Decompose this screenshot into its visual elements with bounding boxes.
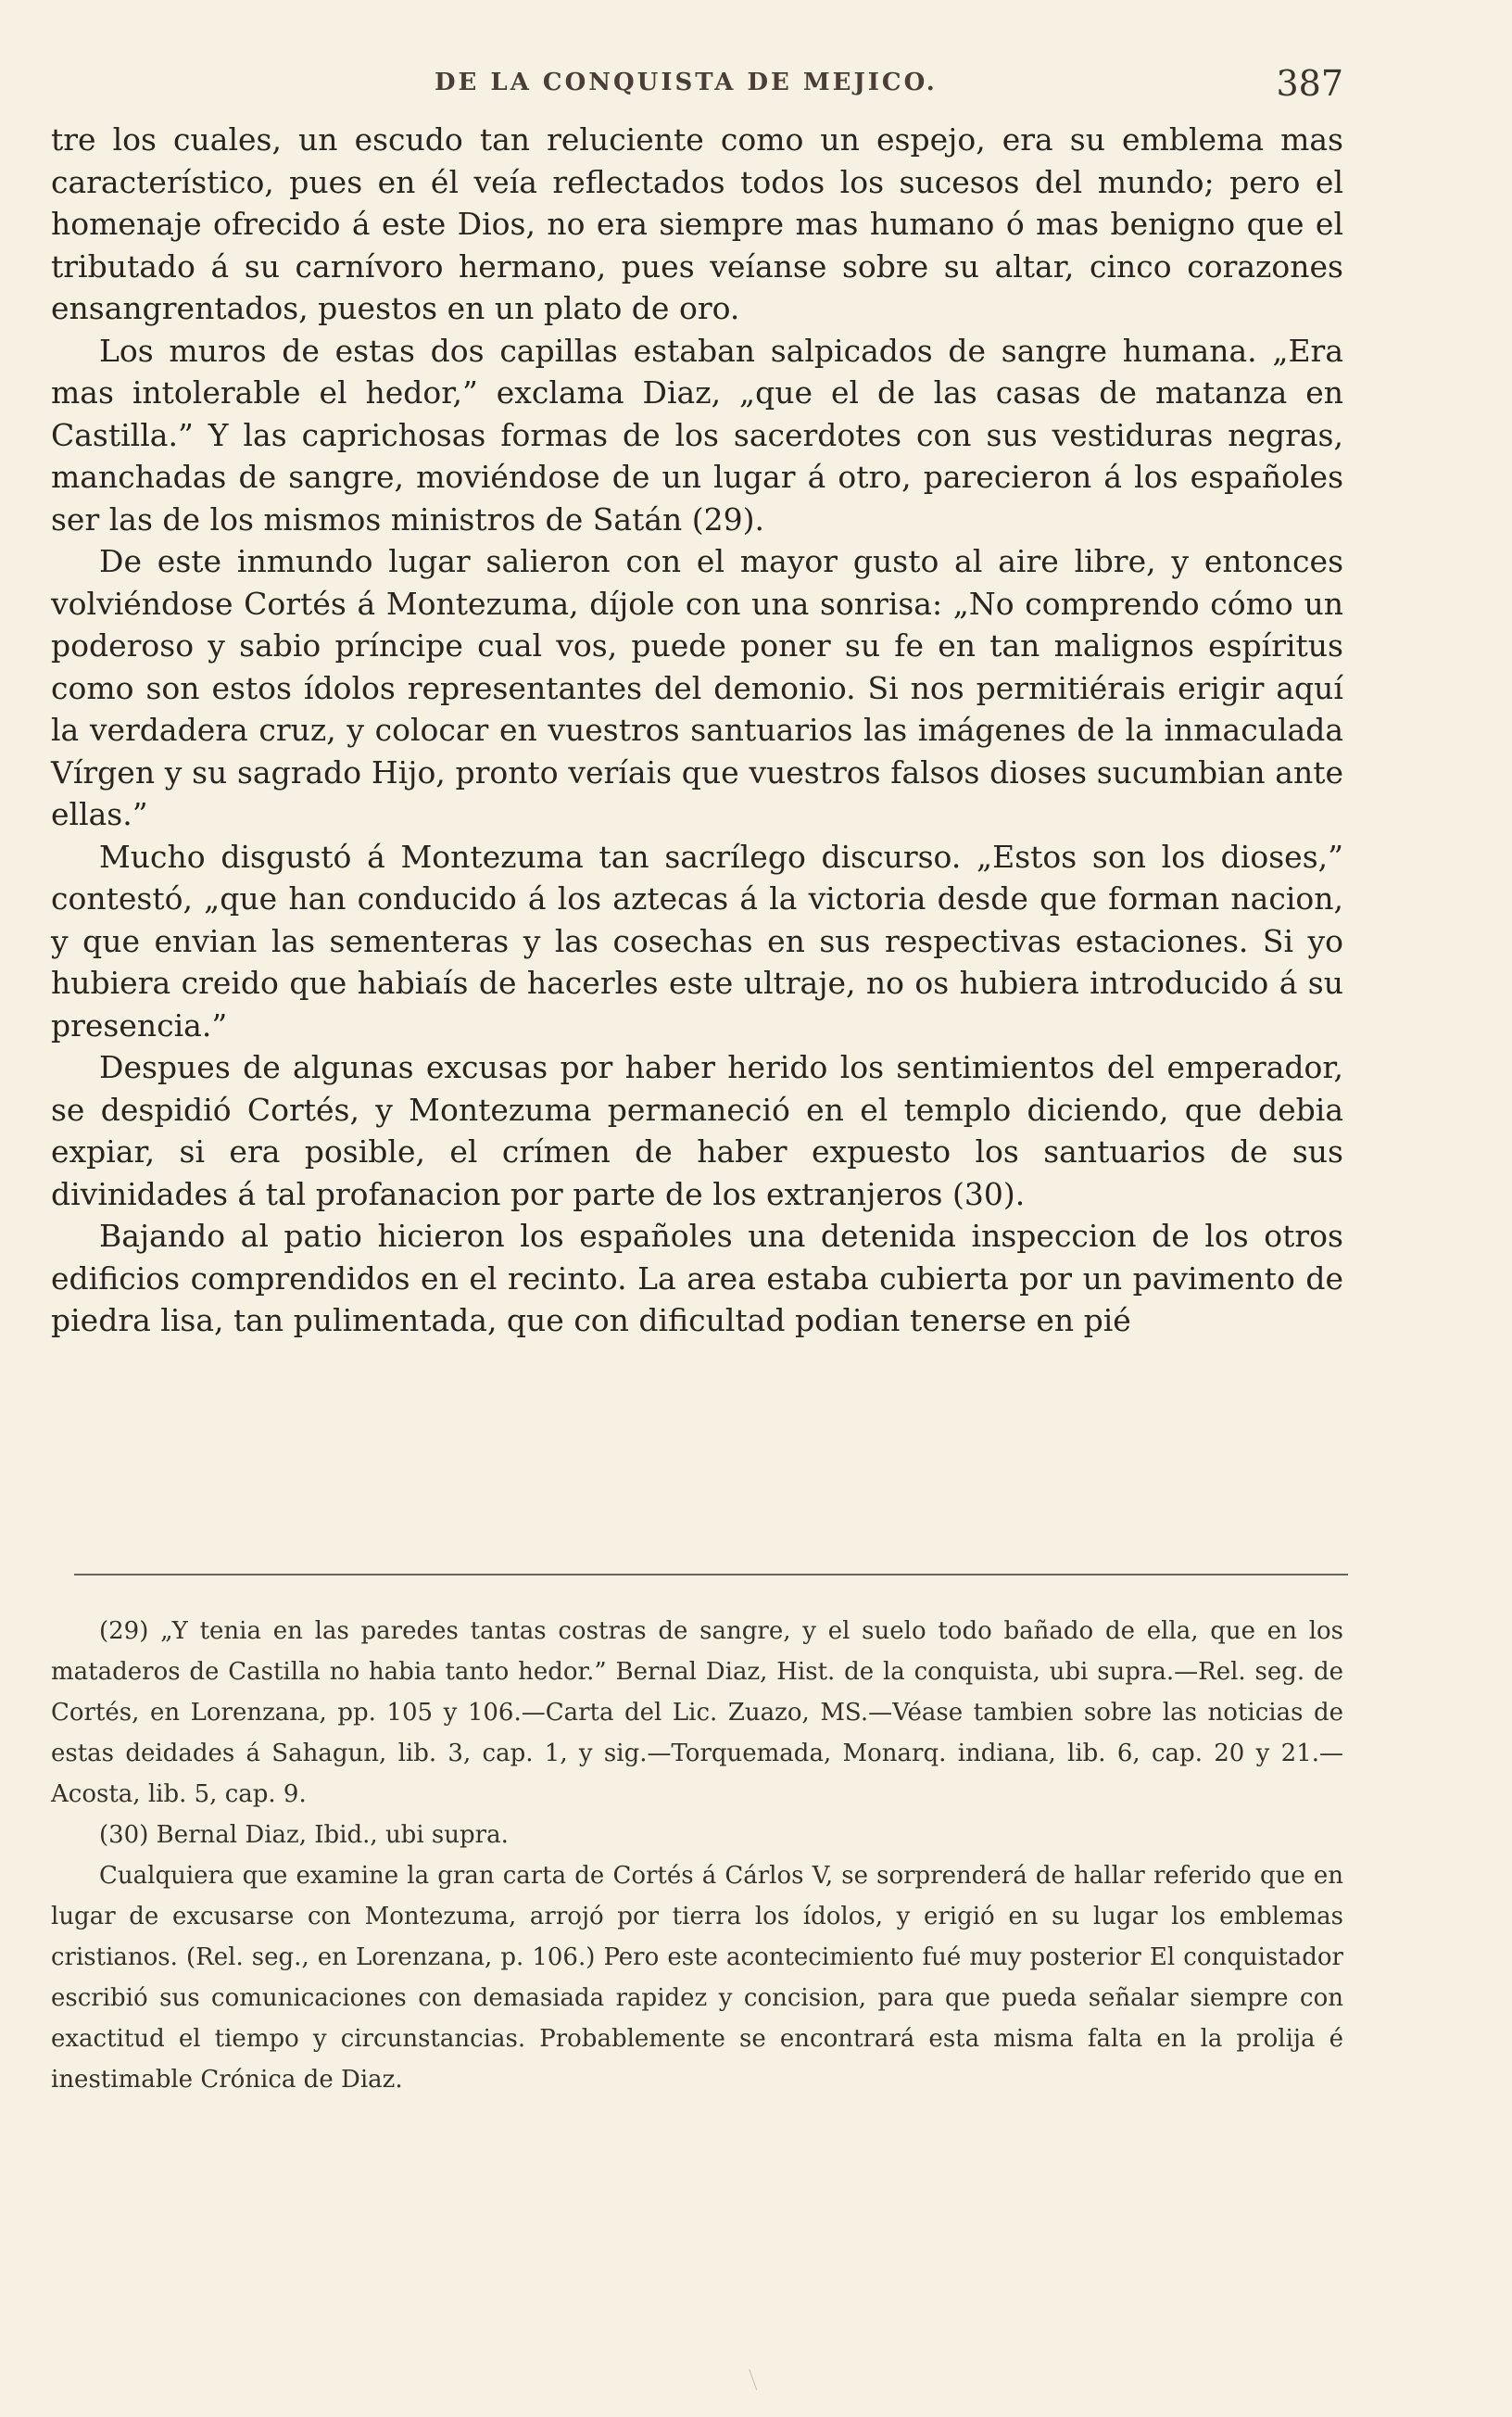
- main-text: [51, 119, 1343, 1342]
- paragraph-3: De este inmundo lugar salieron con el mayor gusto al aire libre, y entonces volviéndose Cortés á Montezuma, díjole con una sonrisa: „No comprendo cómo un poderoso y sabio príncipe cual vos, puede poner su fe en tan malignos espíritus como son estos ídolos representantes del demonio. Si nos permitiérais erigir aquí la verdadera cruz, y colocar en vuestros santuarios las imágenes de la inmaculada Vírgen y su sagrado Hijo, pronto veríais que vuestros falsos dioses sucumbian ante ellas.”: [51, 543, 1343, 832]
- paragraph-4: Mucho disgustó á Montezuma tan sacrílego discurso. „Estos son los dioses,” contestó, „que han conducido á los aztecas á la victoria desde que forman nacion, y que envian las sementeras y las cosechas en sus respectivas estaciones. Si yo hubiera creido que habiaís de hacerles este ultraje, no os hubiera introducido á su presencia.”: [51, 838, 1343, 1044]
- running-title: DE LA CONQUISTA DE MEJICO.: [435, 69, 938, 96]
- paragraph-2: Los muros de estas dos capillas estaban salpicados de sangre humana. „Era mas intolerable el hedor,” exclama Diaz, „que el de las casas de matanza en Castilla.” Y las caprichosas formas de los sacerdotes con sus vestiduras negras, manchadas de sangre, moviéndose de un lugar á otro, parecieron á los españoles ser las de los mismos ministros de Satán (29).: [51, 332, 1343, 538]
- footnote-29: (29) „Y tenia en las paredes tantas costras de sangre, y el suelo todo bañado de ella, que en los mataderos de Castilla no habia tanto hedor.” Bernal Diaz, Hist. de la conquista, ubi supra.—Rel. seg. de Cortés, en Lorenzana, pp. 105 y 106.—Carta del Lic. Zuazo, MS.—Véase tambien sobre las noticias de estas deidades á Sahagun, lib. 3, cap. 1, y sig.—Torquemada, Monarq. indiana, lib. 6, cap. 20 y 21.—Acosta, lib. 5, cap. 9.: [51, 1617, 1343, 1808]
- page-mark: [749, 2366, 766, 2390]
- paragraph-5: Despues de algunas excusas por haber herido los sentimientos del emperador, se despidió Cortés, y Montezuma permaneció en el templo diciendo, que debia expiar, si era posible, el crímen de haber expuesto los santuarios de sus divinidades á tal profanacion por parte de los extranjeros (30).: [51, 1049, 1343, 1212]
- page-number: 387: [1276, 63, 1343, 104]
- footnote-30: (30) Bernal Diaz, Ibid., ubi supra.: [99, 1821, 509, 1849]
- page-header: [51, 63, 1343, 119]
- paragraph-6: Bajando al patio hicieron los españoles una detenida inspeccion de los otros edificios comprendidos en el recinto. La area estaba cubierta por un pavimento de piedra lisa, tan pulimentada, que con dificultad podian tenerse en pié: [51, 1218, 1343, 1338]
- paragraph-1: tre los cuales, un escudo tan reluciente como un espejo, era su emblema mas característico, pues en él veía reflectados todos los sucesos del mundo; pero el homenaje ofrecido á este Dios, no era siempre mas humano ó mas benigno que el tributado á su carnívoro hermano, pues veíanse sobre su altar, cinco corazones ensangrentados, puestos en un plato de oro.: [51, 121, 1343, 326]
- footnotes: [51, 1611, 1343, 2100]
- footnote-separator: [74, 1574, 1348, 1575]
- footnote-continuation: Cualquiera que examine la gran carta de Cortés á Cárlos V, se sorprenderá de hallar referido que en lugar de excusarse con Montezuma, arrojó por tierra los ídolos, y erigió en su lugar los emblemas cristianos. (Rel. seg., en Lorenzana, p. 106.) Pero este acontecimiento fué muy posterior El conquistador escribió sus comunicaciones con demasiada rapidez y concision, para que pueda señalar siempre con exactitud el tiempo y circunstancias. Probablemente se encontrará esta misma falta en la prolija é inestimable Crónica de Diaz.: [51, 1862, 1343, 2094]
